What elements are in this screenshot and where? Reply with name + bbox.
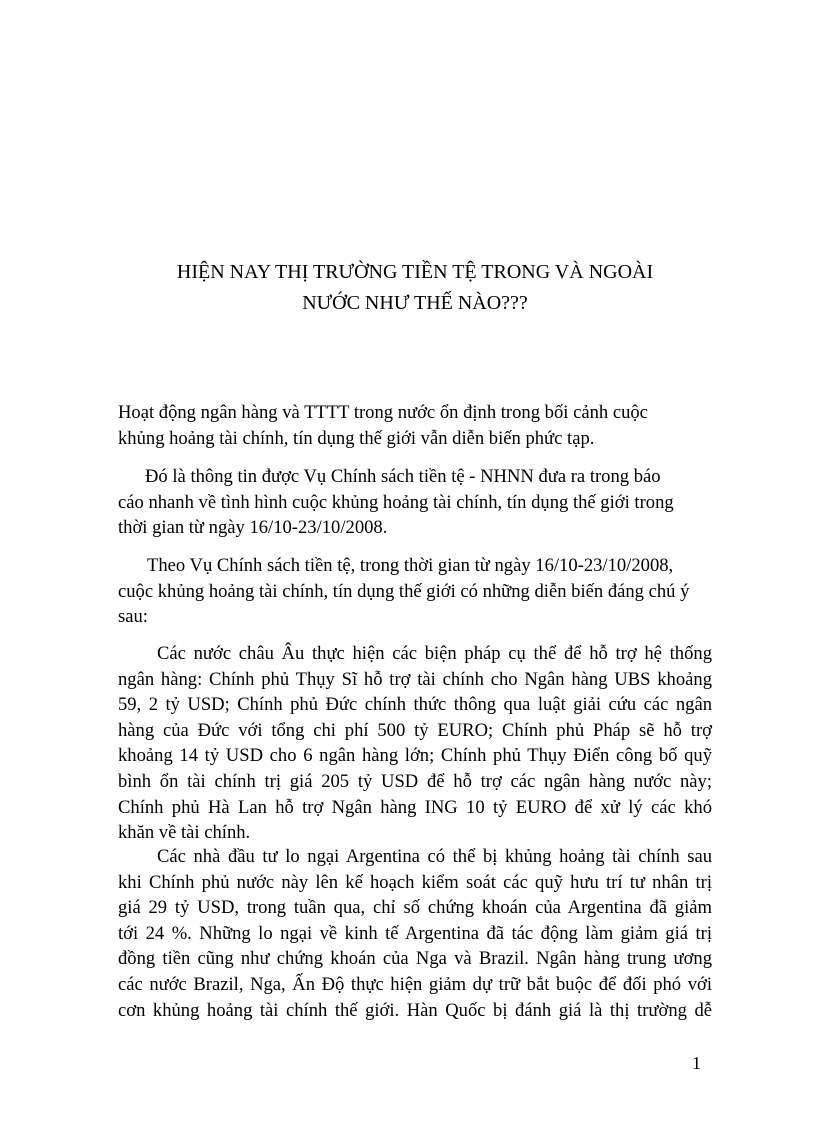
paragraph-line: tới 24 %. Những lo ngại về kinh tế Argentina đã tác động làm giảm giá trị — [118, 922, 712, 944]
paragraph-line: Các nước châu Âu thực hiện các biện pháp cụ thể để hỗ trợ hệ thống — [157, 643, 712, 664]
paragraph-source — [118, 464, 712, 541]
paragraph-line: Hoạt động ngân hàng và TTTT trong nước ổn định trong bối cảnh cuộc — [118, 402, 648, 423]
paragraph-line: khăn về tài chính. — [118, 822, 251, 844]
paragraph-line: cơn khủng hoảng tài chính thế giới. Hàn Quốc bị đánh giá là thị trường dễ — [118, 999, 712, 1021]
paragraph-line: Theo Vụ Chính sách tiền tệ, trong thời gian từ ngày 16/10-23/10/2008, — [147, 555, 674, 576]
title-line: NƯỚC NHƯ THẾ NÀO??? — [302, 292, 528, 314]
paragraph-line: sau: — [118, 606, 148, 628]
paragraph-overview — [118, 553, 712, 630]
paragraph-line: ngân hàng: Chính phủ Thụy Sĩ hỗ trợ tài chính cho Ngân hàng UBS khoảng — [118, 668, 712, 690]
paragraph-line: Chính phủ Hà Lan hỗ trợ Ngân hàng ING 10 tỷ EURO để xử lý các khó — [118, 796, 712, 818]
paragraph-line: giá 29 tỷ USD, trong tuần qua, chỉ số chứng khoán của Argentina đã giảm — [118, 897, 712, 919]
paragraph-line: thời gian từ ngày 16/10-23/10/2008. — [118, 517, 388, 539]
paragraph-line: đồng tiền cũng như chứng khoán của Nga và Brazil. Ngân hàng trung ương — [118, 948, 712, 970]
page-number: 1 — [692, 1053, 701, 1073]
paragraph-line: cuộc khủng hoảng tài chính, tín dụng thế giới có những diễn biến đáng chú ý — [118, 580, 690, 602]
paragraph-line: khủng hoảng tài chính, tín dụng thế giới vẫn diễn biến phức tạp. — [118, 427, 595, 449]
paragraph-europe — [118, 641, 712, 846]
paragraph-line: 59, 2 tỷ USD; Chính phủ Đức chính thức thông qua luật giải cứu các ngân — [118, 694, 712, 716]
paragraph-line: khi Chính phủ nước này lên kế hoạch kiểm soát các quỹ hưu trí tư nhân trị — [118, 871, 712, 893]
paragraph-argentina — [118, 844, 712, 1023]
paragraph-line: khoảng 14 tỷ USD cho 6 ngân hàng lớn; Chính phủ Thụy Điển công bố quỹ — [118, 745, 712, 767]
paragraph-line: bình ổn tài chính trị giá 205 tỷ USD để hỗ trợ các ngân hàng nước này; — [118, 770, 712, 792]
paragraph-line: Các nhà đầu tư lo ngại Argentina có thể bị khủng hoảng tài chính sau — [157, 846, 712, 867]
paragraph-line: hàng của Đức với tổng chi phí 500 tỷ EURO; Chính phủ Pháp sẽ hỗ trợ — [118, 719, 712, 741]
paragraph-line: các nước Brazil, Nga, Ấn Độ thực hiện giảm dự trữ bắt buộc để đối phó với — [118, 973, 712, 995]
document-title — [118, 257, 712, 319]
paragraph-line: cáo nhanh về tình hình cuộc khủng hoảng tài chính, tín dụng thế giới trong — [118, 491, 674, 513]
title-line: HIỆN NAY THỊ TRƯỜNG TIỀN TỆ TRONG VÀ NGOÀI — [176, 261, 654, 283]
paragraph-intro — [118, 400, 712, 451]
paragraph-line: Đó là thông tin được Vụ Chính sách tiền tệ - NHNN đưa ra trong báo — [145, 466, 661, 487]
